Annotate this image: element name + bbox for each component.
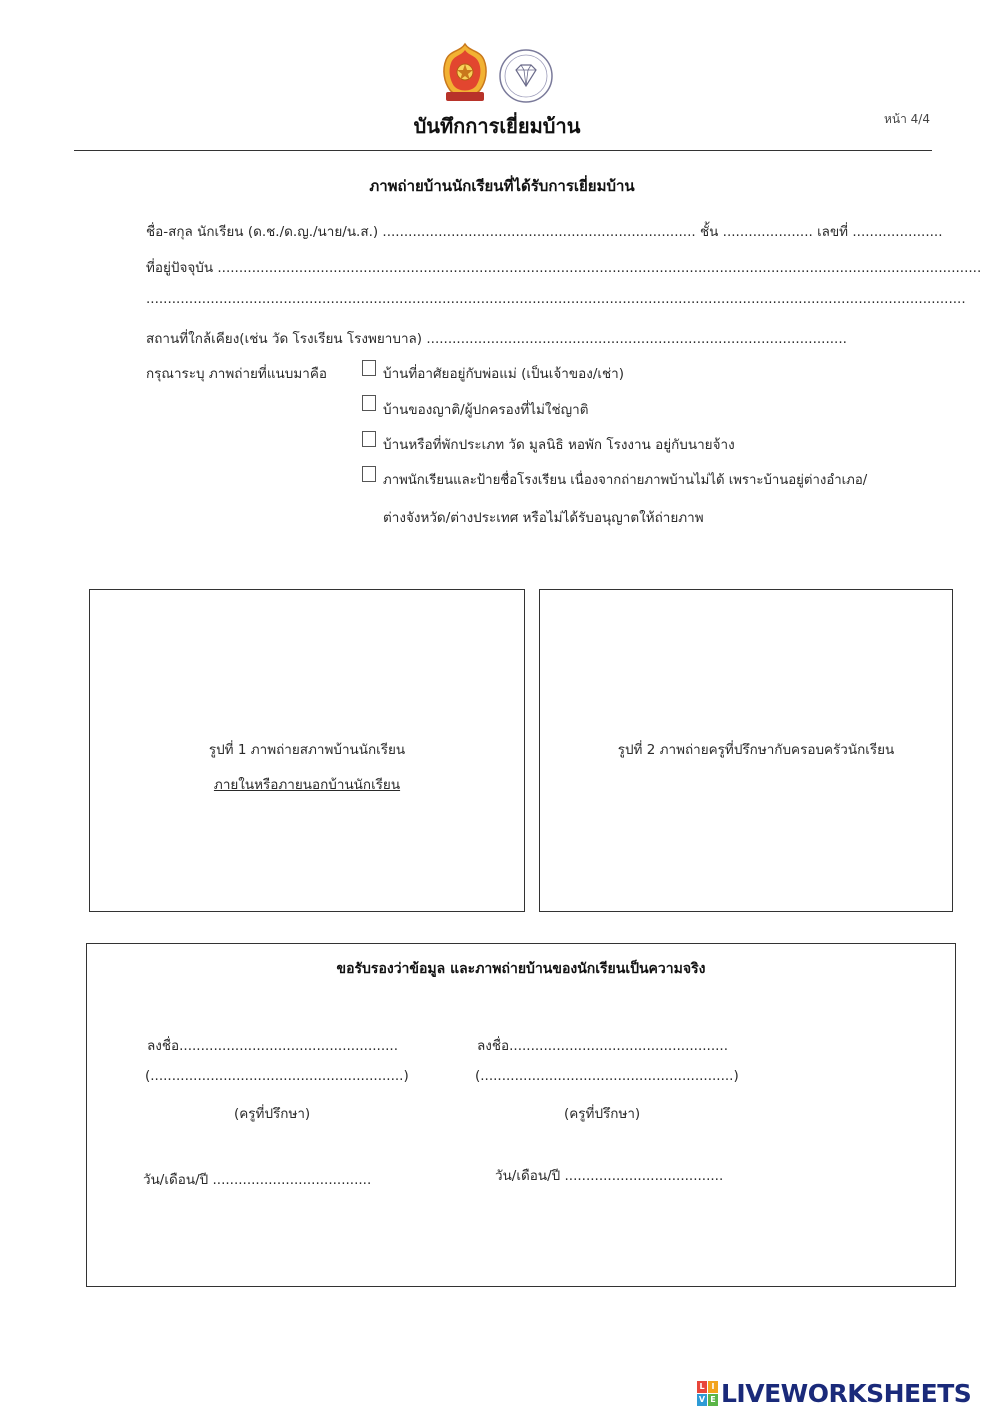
photo-type-label: กรุณาระบุ ภาพถ่ายที่แนบมาคือ <box>146 366 327 382</box>
option-label-4-continued: ต่างจังหวัด/ต่างประเทศ หรือไม่ได้รับอนุญาตให้ถ่ายภาพ <box>383 510 704 526</box>
option-checkbox-1[interactable] <box>362 360 376 376</box>
photo1-subcaption: ภายในหรือภายนอกบ้านนักเรียน <box>213 777 401 793</box>
photo2-caption: รูปที่ 2 ภาพถ่ายครูที่ปรึกษากับครอบครัวนักเรียน <box>617 742 895 758</box>
certification-title: ขอรับรองว่าข้อมูล และภาพถ่ายบ้านของนักเรียนเป็นความจริง <box>336 961 706 977</box>
option-checkbox-2[interactable] <box>362 395 376 411</box>
date-left: วัน/เดือน/ปี ..................................... <box>143 1172 372 1188</box>
photo1-caption: รูปที่ 1 ภาพถ่ายสภาพบ้านนักเรียน <box>208 742 406 758</box>
address-field: ที่อยู่ปัจจุบัน .................................................................................................................................................................................. <box>146 260 982 276</box>
address-line2-field: ............................................................................................................................................................................................... <box>146 291 966 307</box>
liveworksheets-brand <box>697 1376 971 1410</box>
photo-box-1[interactable] <box>89 589 525 912</box>
nearby-places-field: สถานที่ใกล้เคียง(เช่น วัด โรงเรียน โรงพยาบาล) .................................................................................................. <box>146 331 847 347</box>
school-emblem-logo <box>440 42 490 104</box>
signature-left: ลงชื่อ................................................... <box>147 1038 398 1054</box>
diamond-seal-logo <box>498 48 554 104</box>
student-name-field: ชื่อ-สกุล นักเรียน (ด.ช./ด.ญ./นาย/น.ส.) ......................................................................... ชั้น ..................... เลขที่ ..................... <box>146 224 943 240</box>
option-label-4: ภาพนักเรียนและป้ายชื่อโรงเรียน เนื่องจากถ่ายภาพบ้านไม่ได้ เพราะบ้านอยู่ต่างอำเภอ/ <box>383 473 868 488</box>
printed-name-left: (...........................................................) <box>145 1068 409 1084</box>
liveworksheets-icon <box>697 1380 719 1406</box>
brand-name: LIVEWORKSHEETS <box>721 1378 972 1408</box>
role-right: (ครูที่ปรึกษา) <box>564 1106 641 1122</box>
option-label-3: บ้านหรือที่พักประเภท วัด มูลนิธิ หอพัก โรงงาน อยู่กับนายจ้าง <box>383 437 735 453</box>
role-left: (ครูที่ปรึกษา) <box>234 1106 311 1122</box>
option-checkbox-3[interactable] <box>362 431 376 447</box>
page-number: หน้า 4/4 <box>884 112 930 126</box>
date-right: วัน/เดือน/ปี ..................................... <box>495 1168 724 1184</box>
header-divider <box>74 150 932 151</box>
icon-letter-l: L <box>697 1381 707 1393</box>
icon-letter-e: E <box>708 1394 718 1406</box>
icon-letter-v: V <box>698 1395 706 1404</box>
icon-letter-i: I <box>708 1381 718 1393</box>
printed-name-right: (...........................................................) <box>475 1068 739 1084</box>
certification-box <box>86 943 956 1287</box>
document-title: บันทึกการเยี่ยมบ้าน <box>413 114 581 138</box>
signature-right: ลงชื่อ................................................... <box>477 1038 728 1054</box>
section-title: ภาพถ่ายบ้านนักเรียนที่ได้รับการเยี่ยมบ้าน <box>369 177 635 195</box>
photo-box-2[interactable] <box>539 589 953 912</box>
option-checkbox-4[interactable] <box>362 466 376 482</box>
option-label-1: บ้านที่อาศัยอยู่กับพ่อแม่ (เป็นเจ้าของ/เช่า) <box>383 366 624 382</box>
option-label-2: บ้านของญาติ/ผู้ปกครองที่ไม่ใช่ญาติ <box>383 402 589 418</box>
